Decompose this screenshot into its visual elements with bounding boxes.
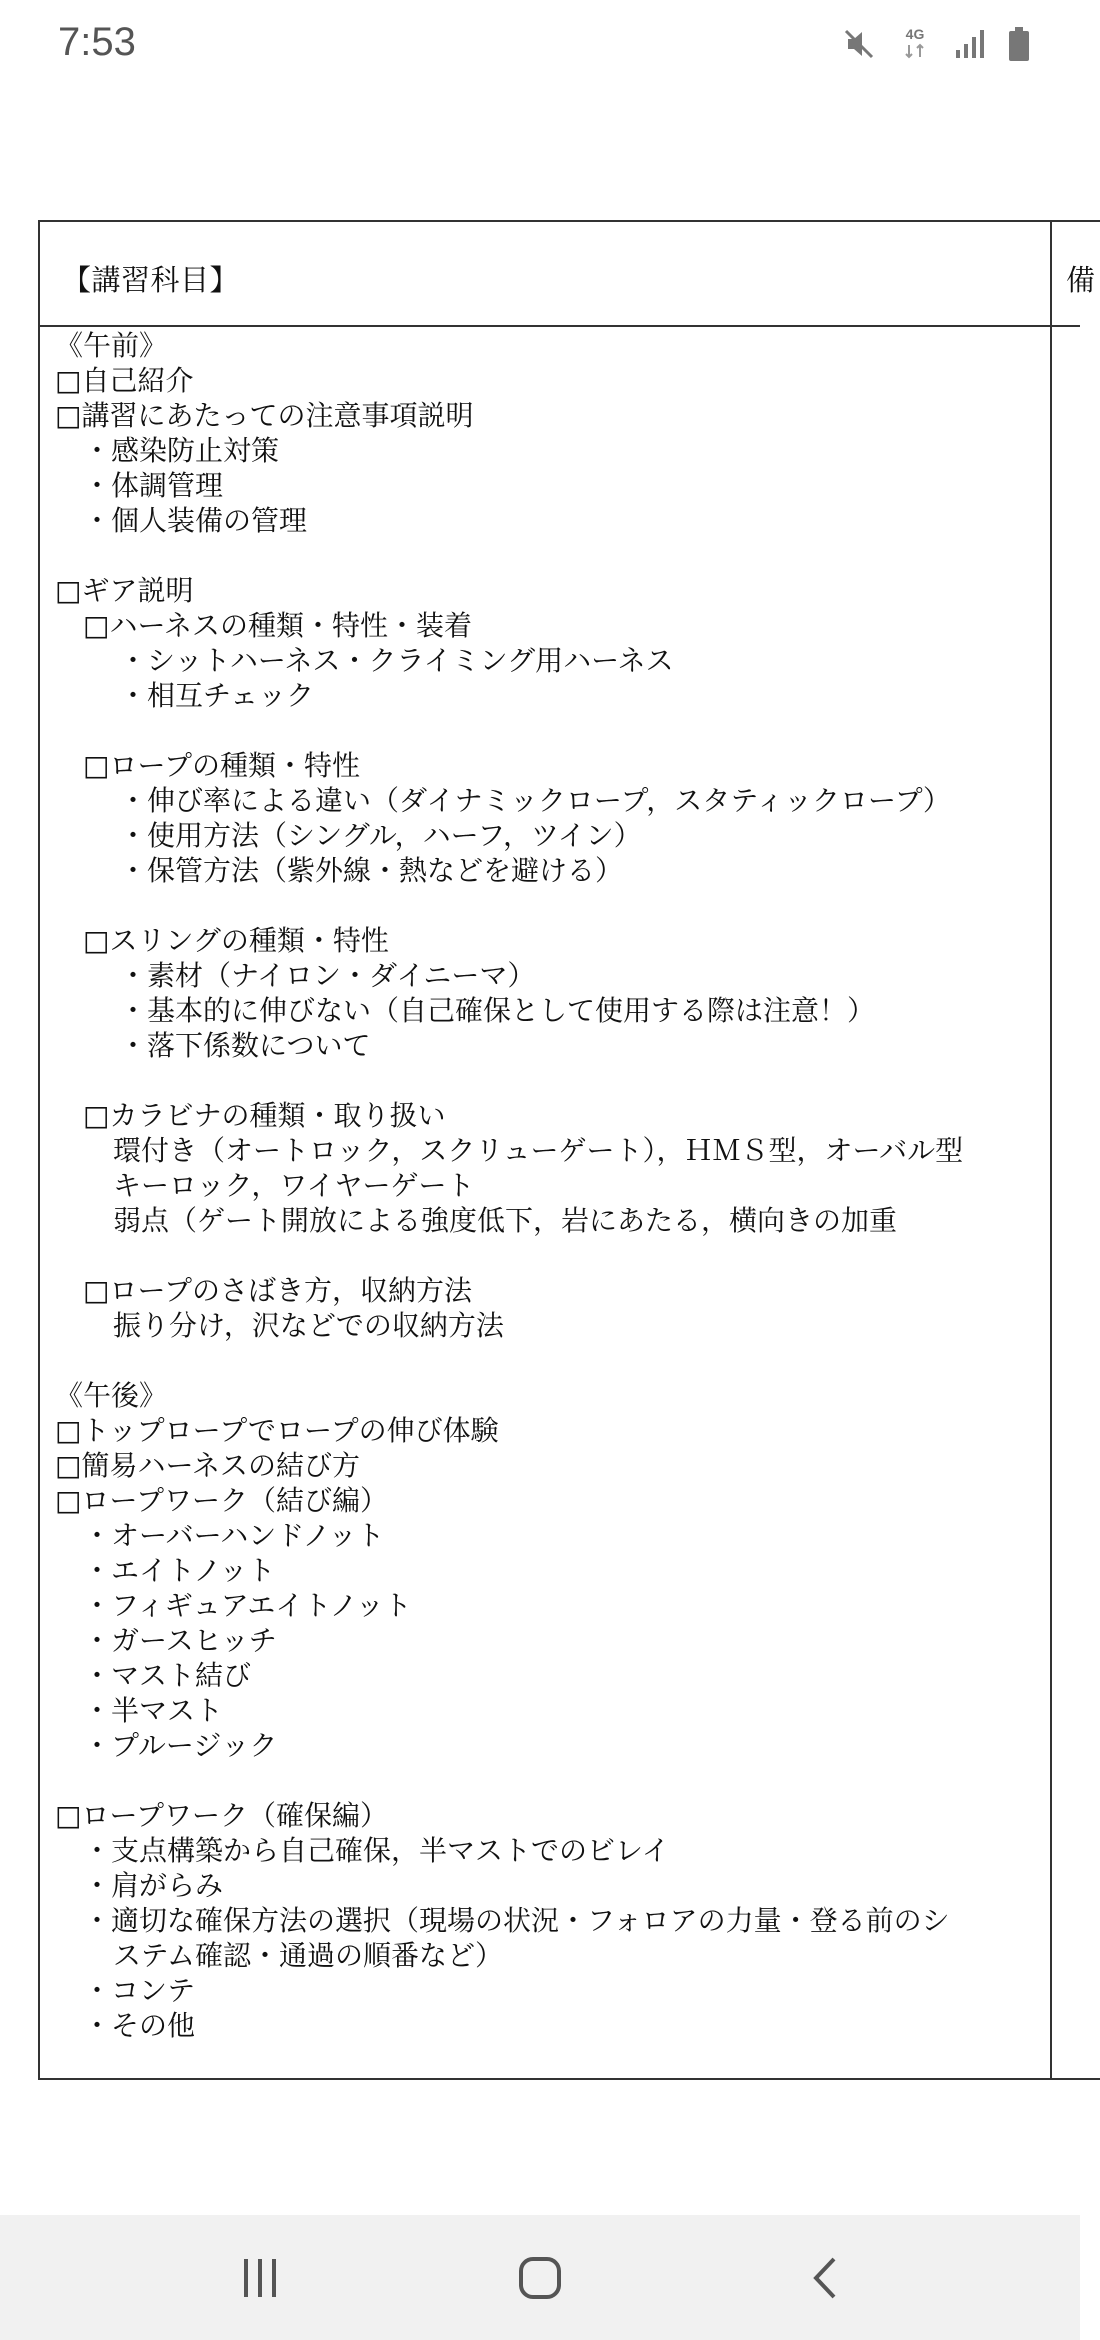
list-item: □自己紹介 (55, 364, 194, 397)
list-subitem: ・支点構築から自己確保，半マストでのビレイ (83, 1834, 670, 1867)
list-item: □ロープワーク（結び編） (55, 1484, 389, 1517)
status-icons (842, 24, 1030, 64)
list-subitem: ・伸び率による違い（ダイナミックロープ，スタティックロープ） (119, 784, 951, 817)
section-am: 《午前》 (55, 329, 168, 362)
list-subitem: ・相互チェック (119, 679, 315, 712)
home-button[interactable] (510, 2255, 570, 2301)
list-subitem: 振り分け，沢などでの収納方法 (113, 1309, 504, 1342)
4g-icon (900, 25, 930, 63)
spacer (55, 538, 1045, 573)
spacer (55, 713, 1045, 748)
section-pm: 《午後》 (55, 1379, 168, 1412)
signal-icon (954, 28, 984, 60)
mute-icon (842, 27, 876, 61)
list-item: □トップロープでロープの伸び体験 (55, 1414, 499, 1447)
table-header-divider (38, 325, 1080, 327)
navigation-bar (0, 2215, 1080, 2340)
network-label: 4G (905, 26, 925, 42)
recent-apps-icon (240, 2257, 280, 2299)
spacer (55, 1238, 1045, 1273)
list-subitem: ・プルージック (83, 1729, 278, 1762)
spacer (55, 1343, 1045, 1378)
back-button[interactable] (795, 2255, 855, 2301)
list-subitem: □ロープのさばき方，収納方法 (83, 1274, 473, 1307)
list-subitem: ・落下係数について (119, 1029, 371, 1062)
list-subitem: ・使用方法（シングル，ハーフ，ツイン） (119, 819, 642, 852)
list-subitem: 弱点（ゲート開放による強度低下，岩にあたる，横向きの加重 (113, 1204, 898, 1237)
list-subitem: ・ガースヒッチ (83, 1624, 277, 1657)
list-subitem: □スリングの種類・特性 (83, 924, 389, 957)
table-header-notes: 備 (1066, 263, 1096, 297)
list-subitem: ・フィギュアエイトノット (83, 1589, 412, 1622)
list-subitem: ・半マスト (83, 1694, 224, 1727)
status-bar (0, 0, 1080, 90)
battery-icon (1008, 26, 1030, 62)
spacer (55, 1763, 1045, 1798)
subject-list (55, 328, 1045, 2043)
list-item: □講習にあたっての注意事項説明 (55, 399, 474, 432)
list-subitem: ・感染防止対策 (83, 434, 280, 467)
list-subitem: □ロープの種類・特性 (83, 749, 361, 782)
list-subitem: ・個人装備の管理 (83, 504, 308, 537)
list-subitem: ・適切な確保方法の選択（現場の状況・フォロアの力量・登る前のシ (83, 1904, 950, 1937)
status-time: 7:53 (58, 20, 136, 64)
list-subitem: 環付き（オートロック，スクリューゲート），ＨＭＳ型，オーバル型 (113, 1134, 964, 1167)
home-icon (518, 2256, 562, 2300)
list-item: □ギア説明 (55, 574, 194, 607)
list-subitem: ・体調管理 (83, 469, 224, 502)
list-subitem: ・エイトノット (83, 1554, 276, 1587)
list-subitem: ・保管方法（紫外線・熱などを避ける） (119, 854, 624, 887)
list-item: □ロープワーク（確保編） (55, 1799, 389, 1832)
list-subitem-continued: ステム確認・通過の順番など） (113, 1939, 504, 1972)
list-subitem: ・オーバーハンドノット (83, 1519, 385, 1552)
table-column-divider (1050, 220, 1052, 2078)
list-subitem: キーロック，ワイヤーゲート (113, 1169, 475, 1202)
list-subitem: ・その他 (83, 2009, 196, 2042)
list-subitem: ・シットハーネス・クライミング用ハーネス (119, 644, 674, 677)
list-subitem: ・基本的に伸びない（自己確保として使用する際は注意！） (119, 994, 876, 1027)
back-icon (810, 2256, 840, 2300)
spacer (55, 1063, 1045, 1098)
table-header-subjects: 【講習科目】 (62, 263, 240, 297)
list-subitem: ・マスト結び (83, 1659, 252, 1692)
list-subitem: ・コンテ (83, 1974, 196, 2007)
recent-apps-button[interactable] (230, 2255, 290, 2301)
list-item: □簡易ハーネスの結び方 (55, 1449, 361, 1482)
list-subitem: □カラビナの種類・取り扱い (83, 1099, 446, 1132)
list-subitem: ・肩がらみ (83, 1869, 224, 1902)
spacer (55, 888, 1045, 923)
list-subitem: ・素材（ナイロン・ダイニーマ） (119, 959, 536, 992)
list-subitem: □ハーネスの種類・特性・装着 (83, 609, 473, 642)
